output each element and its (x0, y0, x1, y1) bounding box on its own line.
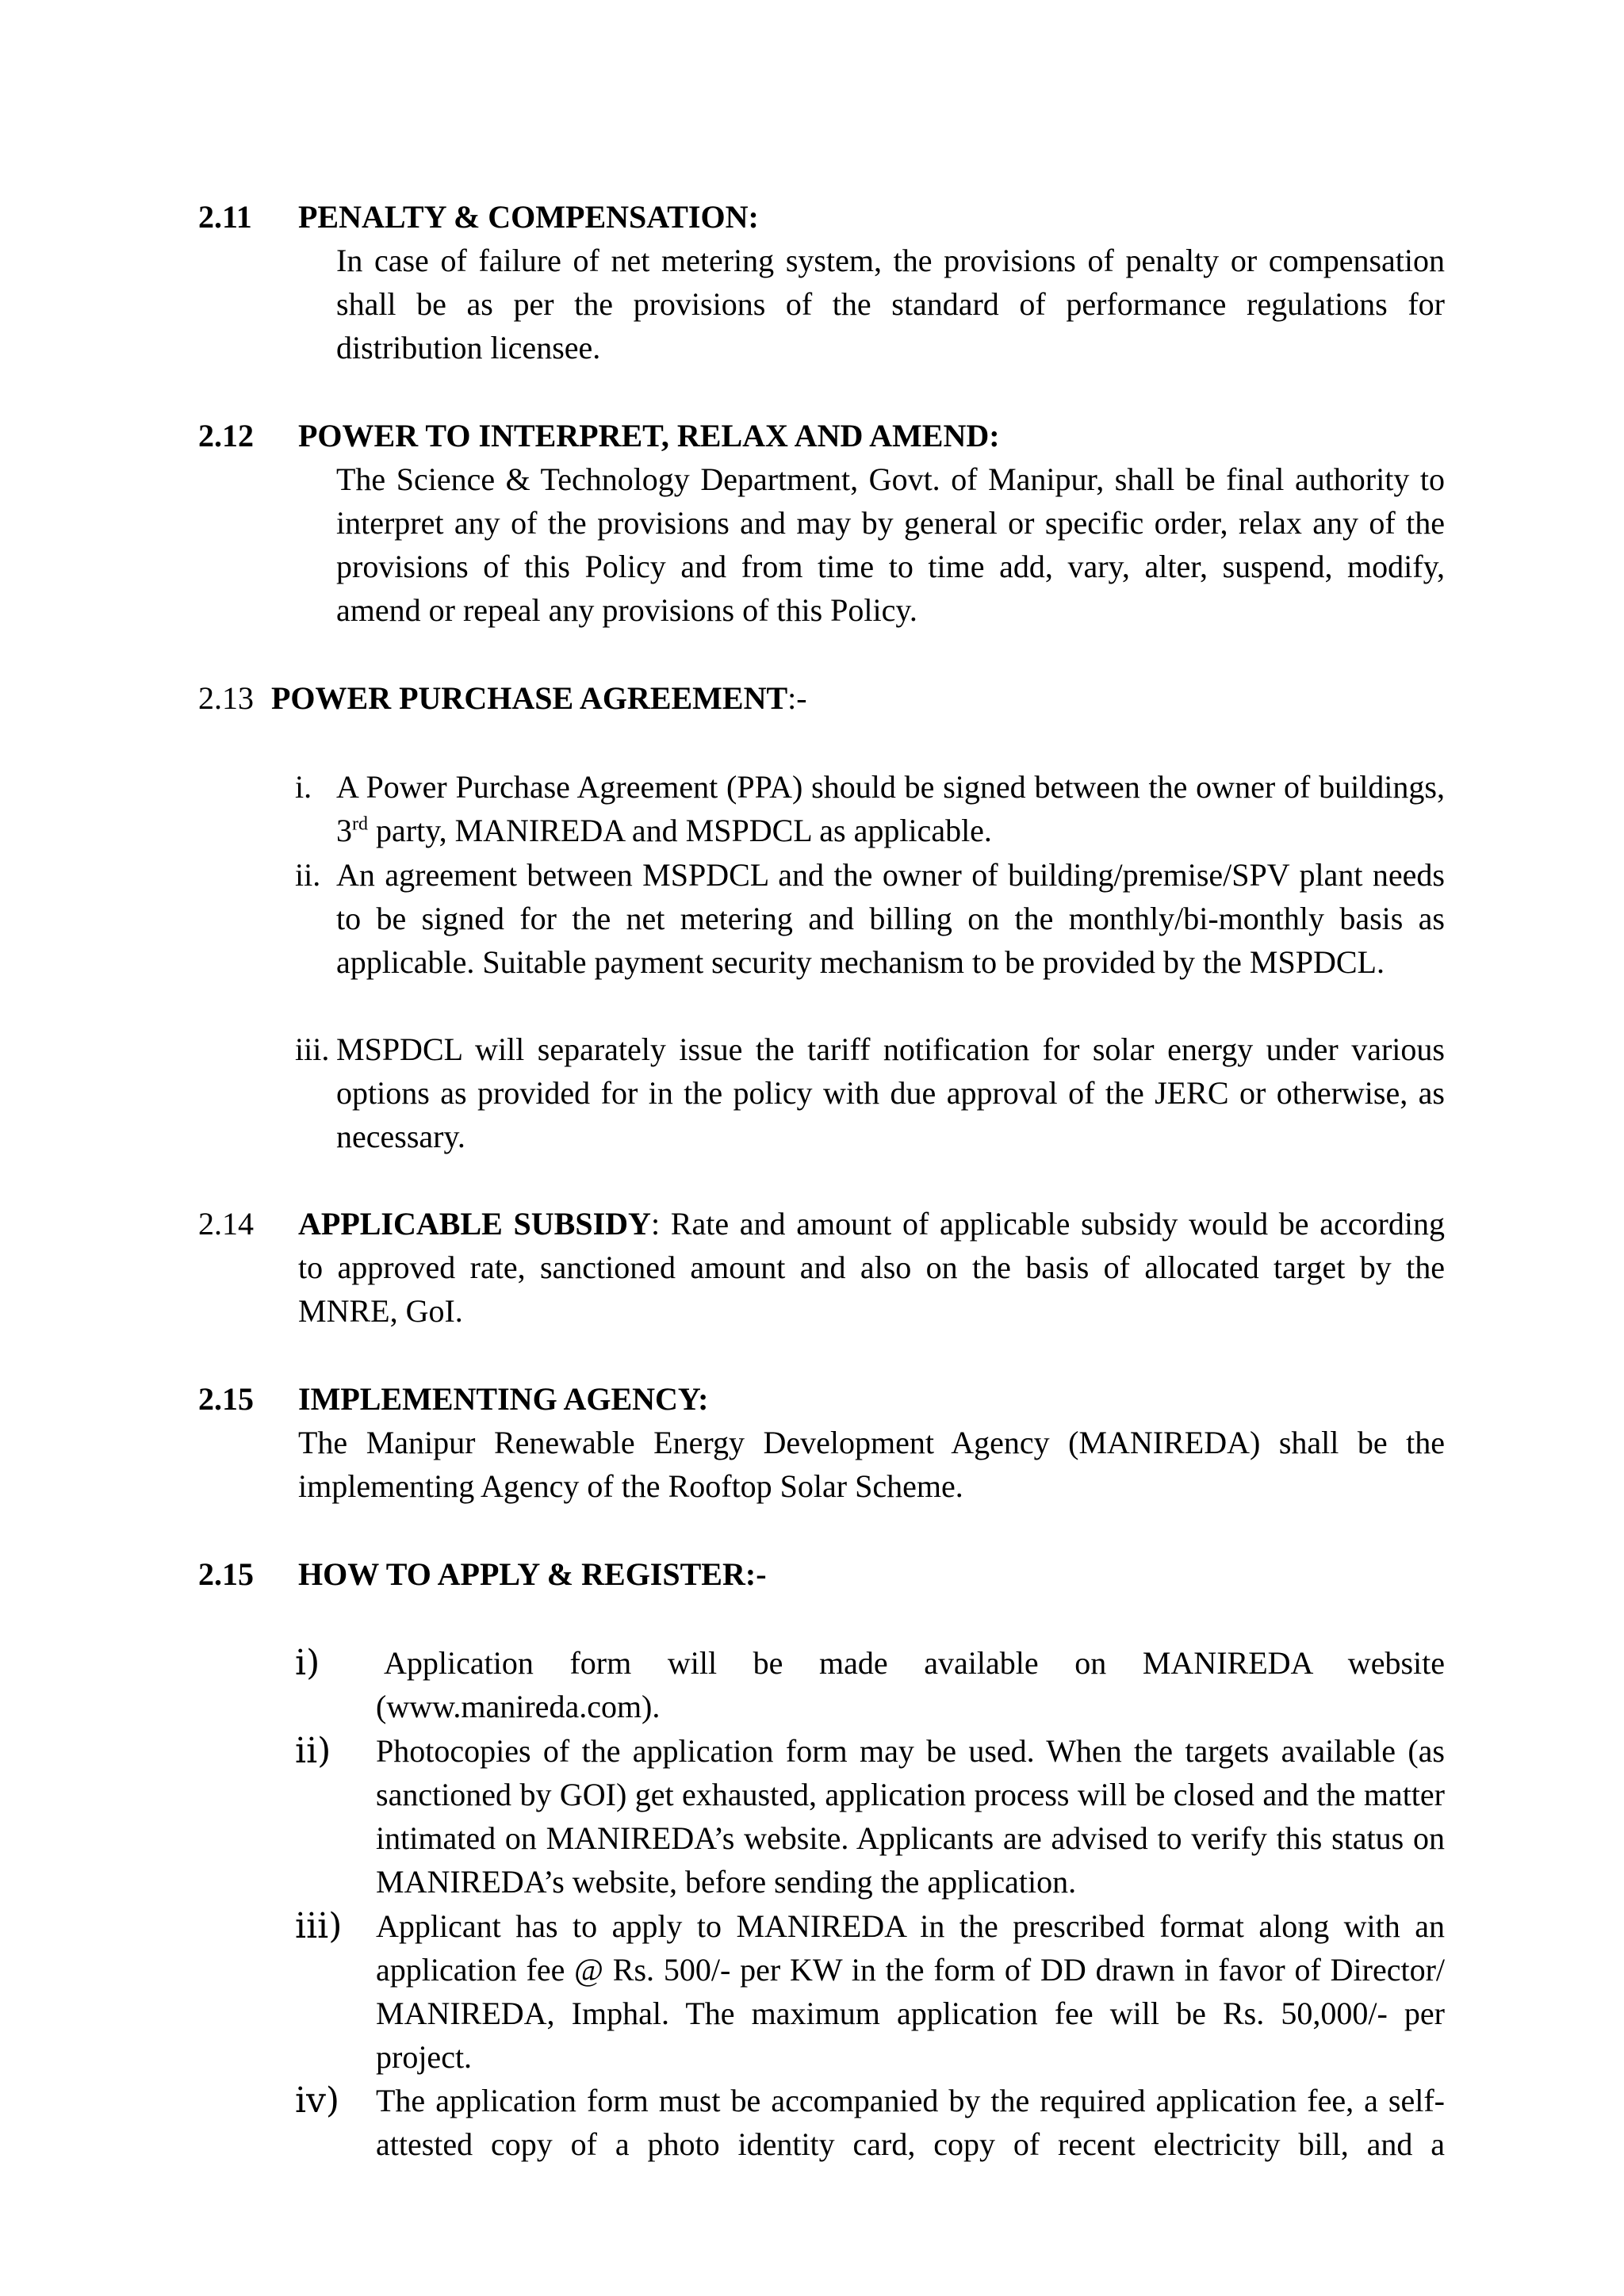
list-marker: iii) (295, 1906, 343, 1946)
section-title: POWER TO INTERPRET, RELAX AND AMEND: (298, 418, 1000, 453)
list-item: The application form must be accompanied by the required application fee, a self-attested copy of a photo identity card, copy of recent electricity bill, and a (376, 2083, 1445, 2162)
section-body-2-12: The Science & Technology Department, Govt. of Manipur, shall be final authority to interpret any of the provisions and may by general or specific order, relax any of the provisions of this Policy and from time to time add, vary, alter, suspend, modify, amend or repeal any provisions of this Policy. (336, 461, 1445, 628)
section-number: 2.13 (198, 680, 254, 716)
list-marker: iii. (295, 1031, 330, 1067)
section-title: POWER PURCHASE AGREEMENT (271, 680, 788, 716)
list-item: A Power Purchase Agreement (PPA) should be signed between the owner of buildings, 3rd party, MANIREDA and MSPDCL as applicable. (336, 769, 1445, 848)
section-number: 2.11 (198, 199, 252, 235)
section-title-suffix: :- (787, 680, 807, 716)
list-marker: ii. (295, 857, 321, 893)
list-item: Applicant has to apply to MANIREDA in the prescribed format along with an application fee @ Rs. 500/- per KW in the form of DD drawn in favor of Director/ MANIREDA, Imphal. The maximum application fee will be Rs. 50,000/- per project. (376, 1908, 1445, 2075)
section-title: APPLICABLE SUBSIDY (298, 1206, 651, 1242)
section-number: 2.15 (198, 1381, 254, 1417)
section-title: PENALTY & COMPENSATION: (298, 199, 759, 235)
list-marker: i) (295, 1643, 320, 1683)
section-body-2-15: The Manipur Renewable Energy Development Agency (MANIREDA) shall be the implementing Agency of the Rooftop Solar Scheme. (298, 1425, 1445, 1504)
list-item: An agreement between MSPDCL and the owner of building/premise/SPV plant needs to be signed for the net metering and billing on the monthly/bi-monthly basis as applicable. Suitable payment security mechanism to be provided by the MSPDCL. (336, 857, 1445, 980)
list-marker: i. (295, 769, 312, 805)
section-number-2-14: 2.14 (198, 1206, 254, 1242)
section-title: HOW TO APPLY & REGISTER:- (298, 1556, 767, 1592)
section-number: 2.15 (198, 1556, 254, 1592)
list-marker: iv) (295, 2080, 340, 2121)
list-item: Application form will be made available on MANIREDA website (www.manireda.com). (376, 1645, 1445, 1724)
section-heading-2-13 (198, 676, 807, 720)
list-item: MSPDCL will separately issue the tariff notification for solar energy under various options as provided for in the policy with due approval of the JERC or otherwise, as necessary. (336, 1031, 1445, 1154)
list-item: Photocopies of the application form may be used. When the targets available (as sanctioned by GOI) get exhausted, application process will be closed and the matter intimated on MANIREDA’s website. Applicants are advised to verify this status on MANIREDA’s website, before sending the application. (376, 1733, 1445, 1900)
section-body-2-14: APPLICABLE SUBSIDY: Rate and amount of applicable subsidy would be according to approved rate, sanctioned amount and also on the basis of allocated target by the MNRE, GoI. (298, 1206, 1445, 1329)
section-title: IMPLEMENTING AGENCY: (298, 1381, 709, 1417)
section-number: 2.12 (198, 418, 254, 453)
list-marker: ii) (295, 1731, 331, 1771)
section-body-2-11: In case of failure of net metering system, the provisions of penalty or compensation shall be as per the provisions of the standard of performance regulations for distribution licensee. (336, 243, 1445, 365)
